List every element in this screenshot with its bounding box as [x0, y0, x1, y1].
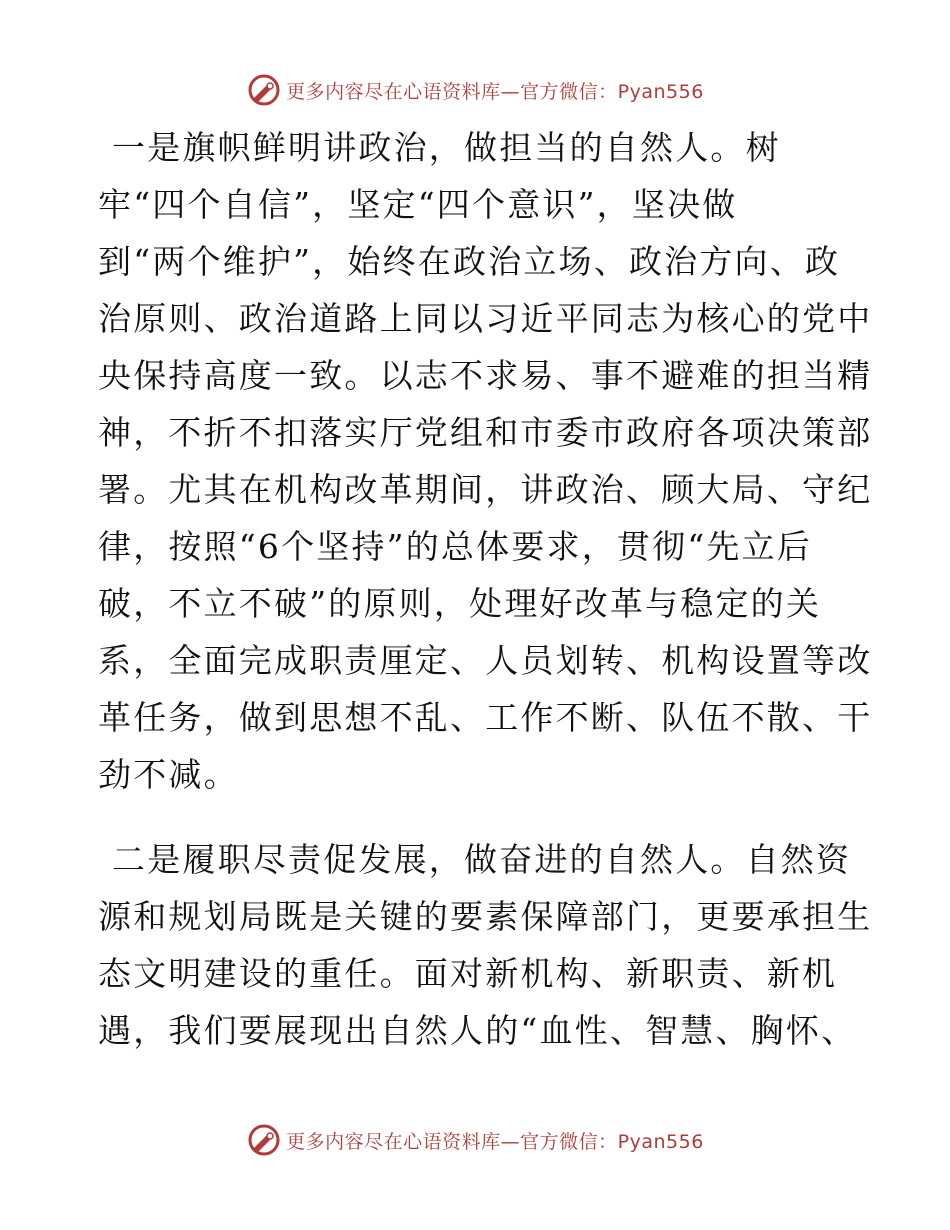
- header-banner-text: 更多内容尽在心语资料库—官方微信：Pyan556: [286, 80, 704, 103]
- header-banner: [0, 70, 950, 110]
- logo-icon: [246, 72, 282, 108]
- paragraph-line: 系，全面完成职责厘定、人员划转、机构设置等改: [98, 641, 873, 680]
- paragraph-line: 央保持高度一致。以志不求易、事不避难的担当精: [98, 356, 873, 395]
- paragraph-line: 革任务，做到思想不乱、工作不断、队伍不散、干: [98, 698, 873, 737]
- paragraph-line: 牢“四个自信”，坚定“四个意识”，坚决做: [98, 185, 738, 224]
- paragraph-line: 到“两个维护”，始终在政治立场、政治方向、政: [98, 242, 841, 281]
- paragraph-line: 一是旗帜鲜明讲政治，做担当的自然人。树: [112, 128, 781, 167]
- footer-banner-text: 更多内容尽在心语资料库—官方微信：Pyan556: [286, 1130, 704, 1153]
- paragraph-line: 态文明建设的重任。面对新机构、新职责、新机: [98, 954, 838, 993]
- paragraph-line: 治原则、政治道路上同以习近平同志为核心的党中: [98, 299, 873, 338]
- paragraph-line: 律，按照“6个坚持”的总体要求，贯彻“先立后: [98, 527, 813, 566]
- paragraph-line: 署。尤其在机构改革期间，讲政治、顾大局、守纪: [98, 470, 873, 509]
- paragraph-line: 破，不立不破”的原则，处理好改革与稳定的关: [98, 584, 822, 623]
- paragraph-line: 二是履职尽责促发展，做奋进的自然人。自然资: [112, 840, 852, 879]
- footer-banner: [0, 1120, 950, 1160]
- paragraph-line: 源和规划局既是关键的要素保障部门，更要承担生: [98, 897, 873, 936]
- paragraph-line: 遇，我们要展现出自然人的“血性、智慧、胸怀、: [98, 1011, 857, 1050]
- paragraph-line: 劲不减。: [98, 755, 239, 794]
- logo-icon: [246, 1122, 282, 1158]
- paragraph-line: 神，不折不扣落实厅党组和市委市政府各项决策部: [98, 413, 873, 452]
